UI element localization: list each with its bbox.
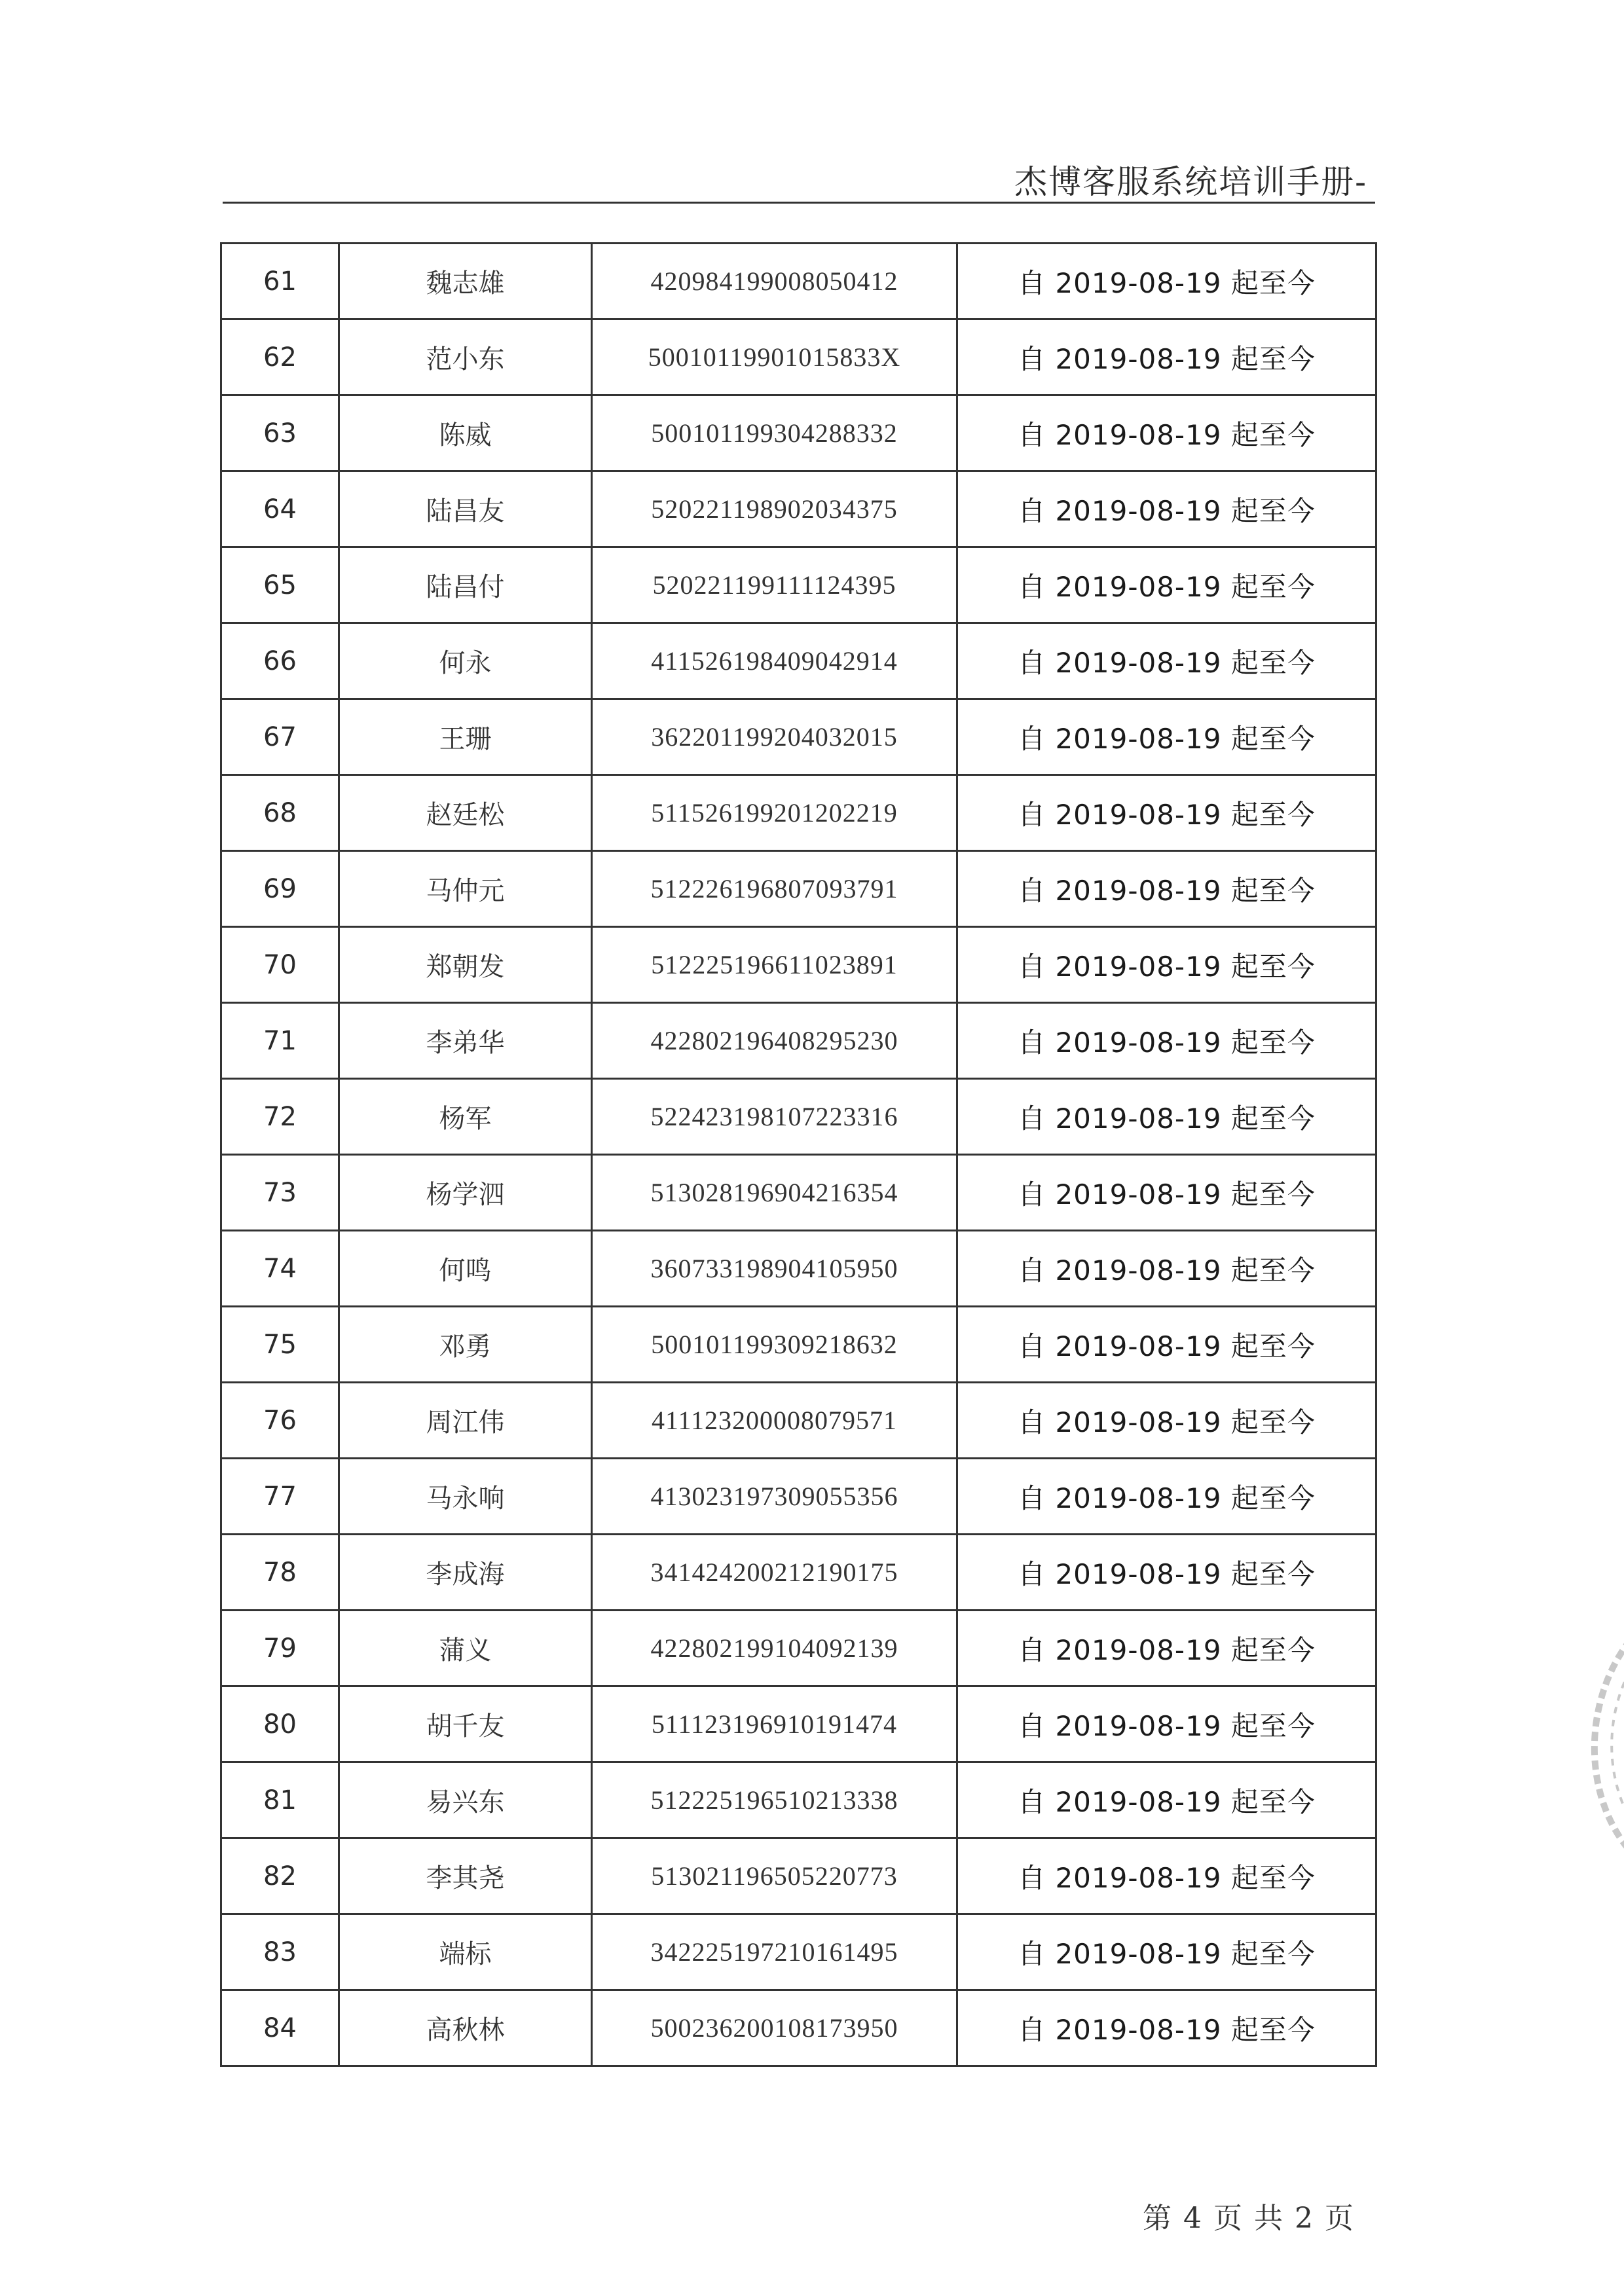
period-cell: 自 2019-08-19 起至今 — [957, 319, 1376, 395]
id-number-cell: 420984199008050412 — [592, 244, 957, 319]
name-cell: 郑朝发 — [339, 927, 592, 1003]
row-number-cell: 65 — [221, 547, 339, 623]
table-row — [221, 699, 1376, 775]
period-cell: 自 2019-08-19 起至今 — [957, 395, 1376, 471]
period-cell: 自 2019-08-19 起至今 — [957, 1459, 1376, 1535]
name-cell: 李弟华 — [339, 1003, 592, 1079]
row-number-cell: 68 — [221, 775, 339, 851]
table-row — [221, 927, 1376, 1003]
period-cell: 自 2019-08-19 起至今 — [957, 1155, 1376, 1231]
period-cell: 自 2019-08-19 起至今 — [957, 244, 1376, 319]
name-cell: 魏志雄 — [339, 244, 592, 319]
id-number-cell: 413023197309055356 — [592, 1459, 957, 1535]
period-cell: 自 2019-08-19 起至今 — [957, 1231, 1376, 1307]
roster-table-body — [221, 244, 1376, 2066]
id-number-cell: 520221198902034375 — [592, 471, 957, 547]
table-row — [221, 1914, 1376, 1990]
table-row — [221, 1686, 1376, 1762]
period-cell: 自 2019-08-19 起至今 — [957, 547, 1376, 623]
row-number-cell: 62 — [221, 319, 339, 395]
row-number-cell: 78 — [221, 1535, 339, 1611]
row-number-cell: 61 — [221, 244, 339, 319]
period-cell: 自 2019-08-19 起至今 — [957, 1762, 1376, 1838]
name-cell: 李成海 — [339, 1535, 592, 1611]
table-row — [221, 244, 1376, 319]
id-number-cell: 512225196510213338 — [592, 1762, 957, 1838]
period-cell: 自 2019-08-19 起至今 — [957, 1914, 1376, 1990]
row-number-cell: 79 — [221, 1611, 339, 1686]
table-row — [221, 471, 1376, 547]
period-cell: 自 2019-08-19 起至今 — [957, 1611, 1376, 1686]
partial-seal-stamp — [1539, 1584, 1624, 1899]
roster-table — [220, 242, 1377, 2067]
period-cell: 自 2019-08-19 起至今 — [957, 471, 1376, 547]
table-row — [221, 547, 1376, 623]
name-cell: 易兴东 — [339, 1762, 592, 1838]
name-cell: 邓勇 — [339, 1307, 592, 1383]
period-cell: 自 2019-08-19 起至今 — [957, 1383, 1376, 1459]
name-cell: 胡千友 — [339, 1686, 592, 1762]
row-number-cell: 77 — [221, 1459, 339, 1535]
name-cell: 陆昌友 — [339, 471, 592, 547]
period-cell: 自 2019-08-19 起至今 — [957, 1990, 1376, 2066]
table-row — [221, 1990, 1376, 2066]
id-number-cell: 411526198409042914 — [592, 623, 957, 699]
id-number-cell: 500101199309218632 — [592, 1307, 957, 1383]
name-cell: 端标 — [339, 1914, 592, 1990]
id-number-cell: 422802199104092139 — [592, 1611, 957, 1686]
row-number-cell: 74 — [221, 1231, 339, 1307]
name-cell: 何鸣 — [339, 1231, 592, 1307]
table-row — [221, 319, 1376, 395]
seal-arc — [1595, 1611, 1624, 1879]
id-number-cell: 500236200108173950 — [592, 1990, 957, 2066]
name-cell: 马永响 — [339, 1459, 592, 1535]
table-row — [221, 1003, 1376, 1079]
name-cell: 杨军 — [339, 1079, 592, 1155]
name-cell: 陈威 — [339, 395, 592, 471]
row-number-cell: 83 — [221, 1914, 339, 1990]
table-row — [221, 1155, 1376, 1231]
table-row — [221, 1459, 1376, 1535]
period-cell: 自 2019-08-19 起至今 — [957, 851, 1376, 927]
row-number-cell: 73 — [221, 1155, 339, 1231]
name-cell: 周江伟 — [339, 1383, 592, 1459]
period-cell: 自 2019-08-19 起至今 — [957, 1686, 1376, 1762]
id-number-cell: 513021196505220773 — [592, 1838, 957, 1914]
period-cell: 自 2019-08-19 起至今 — [957, 1079, 1376, 1155]
table-row — [221, 1535, 1376, 1611]
name-cell: 马仲元 — [339, 851, 592, 927]
id-number-cell: 341424200212190175 — [592, 1535, 957, 1611]
period-cell: 自 2019-08-19 起至今 — [957, 1535, 1376, 1611]
id-number-cell: 522423198107223316 — [592, 1079, 957, 1155]
name-cell: 赵廷松 — [339, 775, 592, 851]
id-number-cell: 520221199111124395 — [592, 547, 957, 623]
id-number-cell: 513028196904216354 — [592, 1155, 957, 1231]
id-number-cell: 411123200008079571 — [592, 1383, 957, 1459]
name-cell: 蒲义 — [339, 1611, 592, 1686]
period-cell: 自 2019-08-19 起至今 — [957, 927, 1376, 1003]
id-number-cell: 511526199201202219 — [592, 775, 957, 851]
row-number-cell: 63 — [221, 395, 339, 471]
row-number-cell: 76 — [221, 1383, 339, 1459]
table-row — [221, 1838, 1376, 1914]
id-number-cell: 512225196611023891 — [592, 927, 957, 1003]
table-row — [221, 775, 1376, 851]
table-row — [221, 623, 1376, 699]
period-cell: 自 2019-08-19 起至今 — [957, 699, 1376, 775]
row-number-cell: 71 — [221, 1003, 339, 1079]
table-row — [221, 1231, 1376, 1307]
period-cell: 自 2019-08-19 起至今 — [957, 1307, 1376, 1383]
table-row — [221, 395, 1376, 471]
id-number-cell: 422802196408295230 — [592, 1003, 957, 1079]
table-row — [221, 851, 1376, 927]
row-number-cell: 72 — [221, 1079, 339, 1155]
id-number-cell: 360733198904105950 — [592, 1231, 957, 1307]
name-cell: 杨学泗 — [339, 1155, 592, 1231]
name-cell: 何永 — [339, 623, 592, 699]
row-number-cell: 84 — [221, 1990, 339, 2066]
row-number-cell: 69 — [221, 851, 339, 927]
period-cell: 自 2019-08-19 起至今 — [957, 775, 1376, 851]
name-cell: 陆昌付 — [339, 547, 592, 623]
row-number-cell: 75 — [221, 1307, 339, 1383]
table-row — [221, 1079, 1376, 1155]
name-cell: 王珊 — [339, 699, 592, 775]
id-number-cell: 50010119901015833X — [592, 319, 957, 395]
name-cell: 李其尧 — [339, 1838, 592, 1914]
id-number-cell: 512226196807093791 — [592, 851, 957, 927]
id-number-cell: 500101199304288332 — [592, 395, 957, 471]
id-number-cell: 342225197210161495 — [592, 1914, 957, 1990]
row-number-cell: 70 — [221, 927, 339, 1003]
row-number-cell: 82 — [221, 1838, 339, 1914]
row-number-cell: 80 — [221, 1686, 339, 1762]
period-cell: 自 2019-08-19 起至今 — [957, 623, 1376, 699]
header-rule — [223, 202, 1375, 204]
id-number-cell: 511123196910191474 — [592, 1686, 957, 1762]
row-number-cell: 64 — [221, 471, 339, 547]
header-title: 杰博客服系统培训手册- — [1014, 163, 1367, 201]
table-row — [221, 1383, 1376, 1459]
table-row — [221, 1307, 1376, 1383]
id-number-cell: 362201199204032015 — [592, 699, 957, 775]
period-cell: 自 2019-08-19 起至今 — [957, 1838, 1376, 1914]
table-row — [221, 1762, 1376, 1838]
roster-table-wrapper — [220, 242, 1375, 2067]
table-row — [221, 1611, 1376, 1686]
row-number-cell: 67 — [221, 699, 339, 775]
period-cell: 自 2019-08-19 起至今 — [957, 1003, 1376, 1079]
name-cell: 高秋林 — [339, 1990, 592, 2066]
row-number-cell: 81 — [221, 1762, 339, 1838]
row-number-cell: 66 — [221, 623, 339, 699]
name-cell: 范小东 — [339, 319, 592, 395]
page-number: 第 4 页 共 2 页 — [1143, 2202, 1355, 2235]
